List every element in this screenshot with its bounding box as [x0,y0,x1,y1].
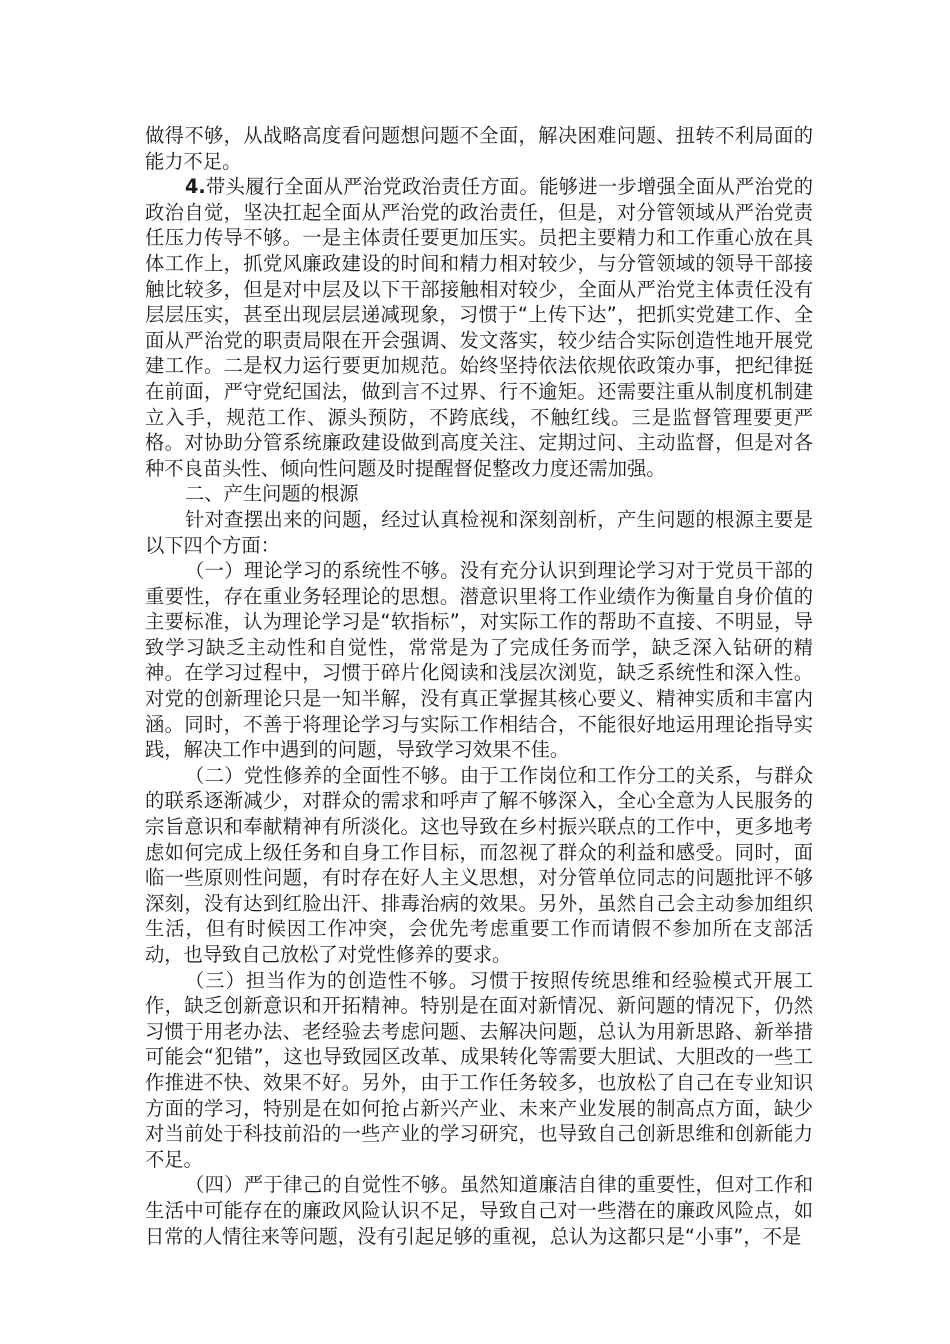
paragraph-continuation [145,123,813,174]
paragraph-text: （一）理论学习的系统性不够。没有充分认识到理论学习对于党员干部的重要性，存在重业务轻理论的思想。潜意识里将工作业绩作为衡量自身价值的主要标准，认为理论学习是“软指标”，对实际工作的帮助不直接、不明显，导致学习缺乏主动性和自觉性，常常是为了完成任务而学，缺乏深入钻研的精神。在学习过程中，习惯于碎片化阅读和浅层次浏览，缺乏系统性和深入性。对党的创新理论只是一知半解，没有真正掌握其核心要义、精神实质和丰富内涵。同时，不善于将理论学习与实际工作相结合，不能很好地运用理论指导实践，解决工作中遇到的问题，导致学习效果不佳。 [145,559,813,762]
paragraph-self-discipline [145,1172,813,1249]
paragraph-text: （二）党性修养的全面性不够。由于工作岗位和工作分工的关系，与群众的联系逐渐减少，对群众的需求和呼声了解不够深入，全心全意为人民服务的宗旨意识和奉献精神有所淡化。这也导致在乡村振兴联点的工作中，更多地考虑如何完成上级任务和自身工作目标，而忽视了群众的利益和感受。同时，面临一些原则性问题，有时存在好人主义思想，对分管单位同志的问题批评不够深刻，没有达到红脸出汗、排毒治病的效果。另外，虽然自己会主动参加组织生活，但有时候因工作冲突，会优先考虑重要工作而请假不参加所在支部活动，也导致自己放松了对党性修养的要求。 [145,763,813,966]
paragraph-text: （三）担当作为的创造性不够。习惯于按照传统思维和经验模式开展工作，缺乏创新意识和开拓精神。特别是在面对新情况、新问题的情况下，仍然习惯于用老办法、老经验去考虑问题、去解决问题，总认为用新思路、新举措可能会“犯错”，这也导致园区改革、成果转化等需要大胆试、大胆改的一些工作推进不快、效果不好。另外，由于工作任务较多，也放松了自己在专业知识方面的学习，特别是在如何抢占新兴产业、未来产业发展的制高点方面，缺少对当前处于科技前沿的一些产业的学习研究，也导致自己创新思维和创新能力不足。 [145,968,813,1171]
paragraph-intro [145,507,813,558]
paragraph-text: 针对查摆出来的问题，经过认真检视和深刻剖析，产生问题的根源主要是以下四个方面： [145,507,813,557]
paragraph-party-responsibility [145,174,813,481]
document-page [145,123,813,1249]
paragraph-creativity [145,968,813,1173]
paragraph-text: 做得不够，从战略高度看问题想问题不全面，解决困难问题、扭转不利局面的能力不足。 [145,124,813,173]
paragraph-theory-study [145,558,813,763]
item-number: 4. [185,175,206,199]
paragraph-party-spirit [145,763,813,968]
paragraph-text: 带头履行全面从严治党政治责任方面。能够进一步增强全面从严治党的政治自觉，坚决扛起全面从严治党的政治责任，但是，对分管领域从严治党责任压力传导不够。一是主体责任要更加压实。员把主要精力和工作重心放在具体工作上，抓党风廉政建设的时间和精力相对较少，与分管领域的领导干部接触比较多，但是对中层及以下干部接触相对较少，全面从严治党主体责任没有层层压实，甚至出现层层递减现象，习惯于“上传下达”，把抓实党建工作、全面从严治党的职责局限在开会强调、发文落实，较少结合实际创造性地开展党建工作。二是权力运行要更加规范。始终坚持依法依规依政策办事，把纪律挺在前面，严守党纪国法，做到言不过界、行不逾矩。还需要注重从制度机制建立入手，规范工作、源头预防，不跨底线，不触红线。三是监督管理要更严格。对协助分管系统廉政建设做到高度关注、定期过问、主动监督，但是对各种不良苗头性、倾向性问题及时提醒督促整改力度还需加强。 [145,175,813,480]
section-heading [145,481,813,507]
paragraph-text: （四）严于律己的自觉性不够。虽然知道廉洁自律的重要性，但对工作和生活中可能存在的廉政风险认识不足，导致自己对一些潜在的廉政风险点，如日常的人情往来等问题，没有引起足够的重视，总认为这都只是“小事”，不是 [145,1173,813,1248]
section-heading-text: 二、产生问题的根源 [185,482,359,506]
